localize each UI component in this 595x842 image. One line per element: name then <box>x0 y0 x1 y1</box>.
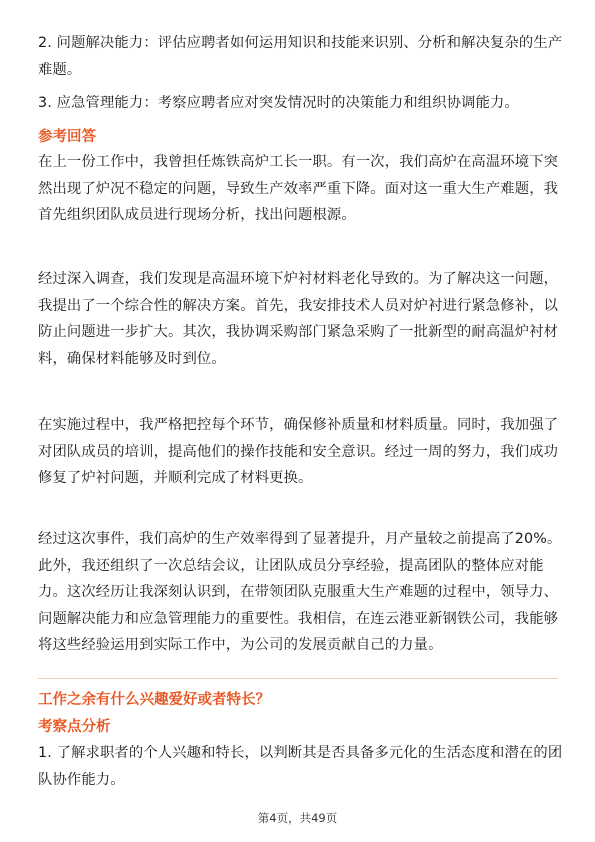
text-line: 经过深入调查，我们发现是高温环境下炉衬材料老化导致的。为了解决这一问题， <box>38 271 559 287</box>
text-line: 在上一份工作中，我曾担任炼铁高炉工长一职。有一次，我们高炉在高温环境下突 <box>38 154 559 170</box>
text-line: 2. 问题解决能力：评估应聘者如何运用知识和技能来识别、分析和解决复杂的生产 <box>38 35 563 51</box>
answer-paragraph-4 <box>38 526 562 659</box>
text-line: 将这些经验运用到实际工作中，为公司的发展贡献自己的力量。 <box>38 637 443 653</box>
answer-paragraph-1 <box>38 149 558 229</box>
text-line: 修复了炉衬问题，并顺利完成了材料更换。 <box>38 470 313 486</box>
text-line: 问题解决能力和应急管理能力的重要性。我相信，在连云港亚新钢铁公司，我能够 <box>38 610 559 627</box>
question-title: 工作之余有什么兴趣爱好或者特长？ <box>38 692 270 708</box>
text-line: 防止问题进一步扩大。其次，我协调采购部门紧急采购了一批新型的耐高温炉衬材 <box>38 324 559 340</box>
point-item-3 <box>38 90 558 117</box>
page-number: 第4页，共49页 <box>257 811 338 825</box>
analysis-heading: 考察点分析 <box>38 719 111 735</box>
text-line: 队协作能力。 <box>38 771 125 788</box>
text-line: 经过这次事件，我们高炉的生产效率得到了显著提升，月产量较之前提高了20%。 <box>38 531 562 547</box>
text-line: 3. 应急管理能力：考察应聘者应对突发情况时的决策能力和组织协调能力。 <box>38 95 519 111</box>
section-divider <box>38 678 558 679</box>
text-line: 料，确保材料能够及时到位。 <box>38 350 226 367</box>
text-line: 此外，我还组织了一次总结会议，让团队成员分享经验，提高团队的整体应对能 <box>38 557 544 574</box>
text-line: 首先组织团队成员进行现场分析，找出问题根源。 <box>38 207 356 223</box>
point-item-2 <box>38 30 563 83</box>
answer-heading: 参考回答 <box>38 129 96 145</box>
text-line: 然出现了炉况不稳定的问题，导致生产效率严重下降。面对这一重大生产难题，我 <box>38 180 559 197</box>
text-line: 1. 了解求职者的个人兴趣和特长，以判断其是否具备多元化的生活态度和潜在的团 <box>38 745 563 761</box>
text-line: 力。这次经历让我深刻认识到，在带领团队克服重大生产难题的过程中，领导力、 <box>38 584 559 600</box>
text-line: 在实施过程中，我严格把控每个环节，确保修补质量和材料质量。同时，我加强了 <box>38 417 559 433</box>
text-line: 我提出了一个综合性的解决方案。首先，我安排技术人员对炉衬进行紧急修补，以 <box>38 297 559 314</box>
analysis-item-1 <box>38 740 563 793</box>
text-line: 对团队成员的培训，提高他们的操作技能和安全意识。经过一周的努力，我们成功 <box>38 443 559 460</box>
text-line: 难题。 <box>38 61 82 78</box>
answer-paragraph-2 <box>38 266 558 372</box>
answer-paragraph-3 <box>38 412 558 492</box>
